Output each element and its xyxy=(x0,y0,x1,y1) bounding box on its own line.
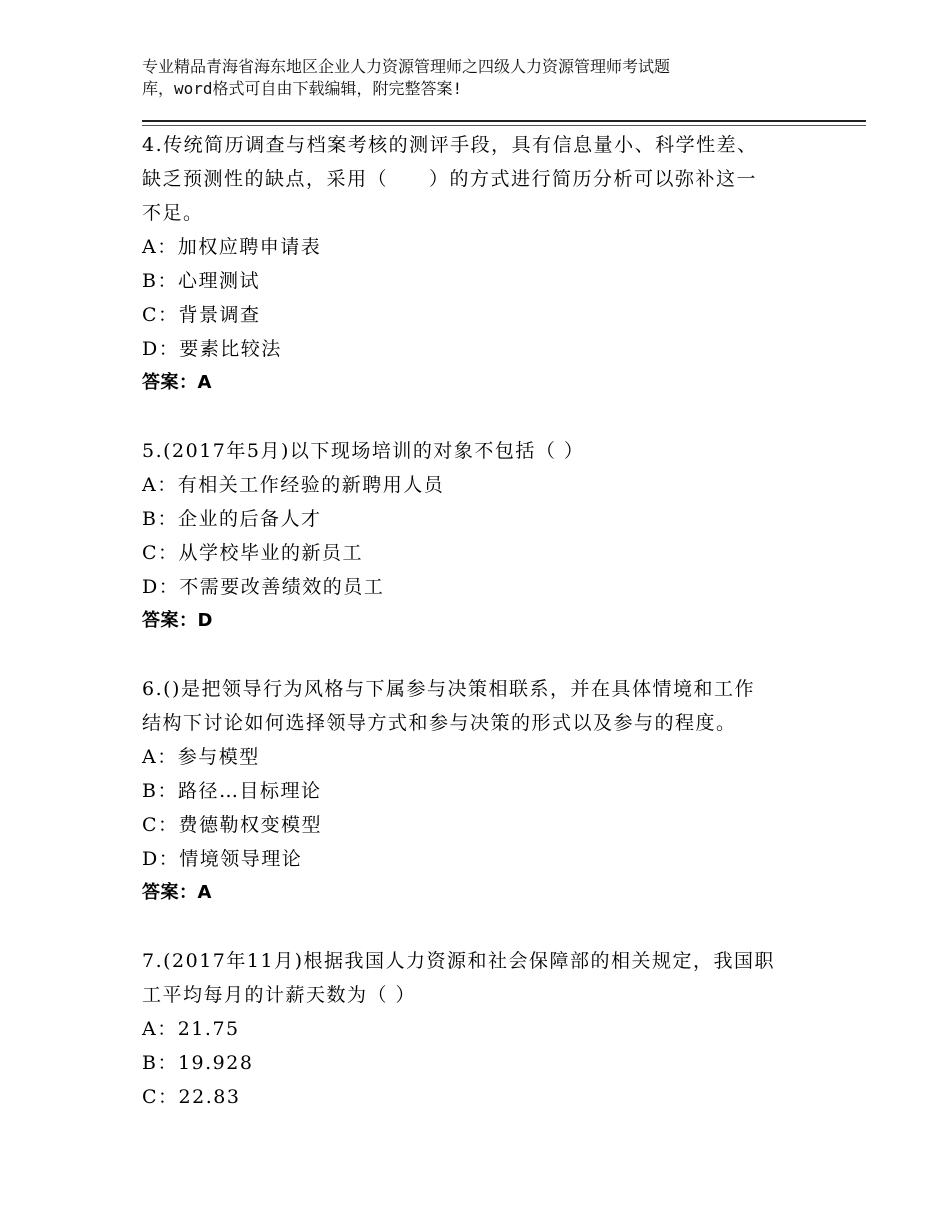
answer: 答案：D xyxy=(142,610,213,631)
stem-line: 工平均每月的计薪天数为（ ） xyxy=(142,984,417,1006)
stem-line: 结构下讨论如何选择领导方式和参与决策的形式以及参与的程度。 xyxy=(142,712,737,734)
stem-line: 4.传统简历调查与档案考核的测评手段，具有信息量小、科学性差、 xyxy=(142,134,758,156)
question-5 xyxy=(142,434,822,638)
question-4 xyxy=(142,128,822,400)
stem-line: 缺乏预测性的缺点，采用（ ）的方式进行简历分析可以弥补这一 xyxy=(142,168,758,190)
question-stem xyxy=(142,672,822,740)
option-a: A：加权应聘申请表 xyxy=(142,236,322,258)
option-a: A：有相关工作经验的新聘用人员 xyxy=(142,474,445,496)
option-d: D：要素比较法 xyxy=(142,338,282,360)
question-stem xyxy=(142,434,822,468)
option-c: C：背景调查 xyxy=(142,304,261,326)
question-7 xyxy=(142,944,822,1114)
question-stem xyxy=(142,128,822,230)
option-d: D：不需要改善绩效的员工 xyxy=(142,576,385,598)
option-b: B：企业的后备人才 xyxy=(142,508,322,530)
option-c: C：22.83 xyxy=(142,1086,241,1108)
answer: 答案：A xyxy=(142,882,212,903)
option-b: B：心理测试 xyxy=(142,270,260,292)
header-divider-thin xyxy=(142,125,866,126)
stem-line: 5.(2017年5月)以下现场培训的对象不包括（ ） xyxy=(142,440,585,462)
option-b: B：19.928 xyxy=(142,1052,254,1074)
option-c: C：费德勒权变模型 xyxy=(142,814,323,836)
option-c: C：从学校毕业的新员工 xyxy=(142,542,364,564)
question-stem xyxy=(142,944,822,1012)
document-header xyxy=(142,56,782,100)
question-list xyxy=(142,128,822,1148)
header-line-2: 库，word格式可自由下载编辑，附完整答案! xyxy=(142,79,463,98)
stem-line: 6.()是把领导行为风格与下属参与决策相联系，并在具体情境和工作 xyxy=(142,678,755,700)
option-a: A：参与模型 xyxy=(142,746,260,768)
header-divider-thick xyxy=(142,120,866,122)
option-d: D：情境领导理论 xyxy=(142,848,303,870)
stem-line: 7.(2017年11月)根据我国人力资源和社会保障部的相关规定，我国职 xyxy=(142,950,775,972)
answer: 答案：A xyxy=(142,372,212,393)
stem-line: 不足。 xyxy=(142,202,204,224)
option-a: A：21.75 xyxy=(142,1018,240,1040)
option-b: B：路径…目标理论 xyxy=(142,780,322,802)
question-6 xyxy=(142,672,822,910)
header-line-1: 专业精品青海省海东地区企业人力资源管理师之四级人力资源管理师考试题 xyxy=(142,57,671,76)
